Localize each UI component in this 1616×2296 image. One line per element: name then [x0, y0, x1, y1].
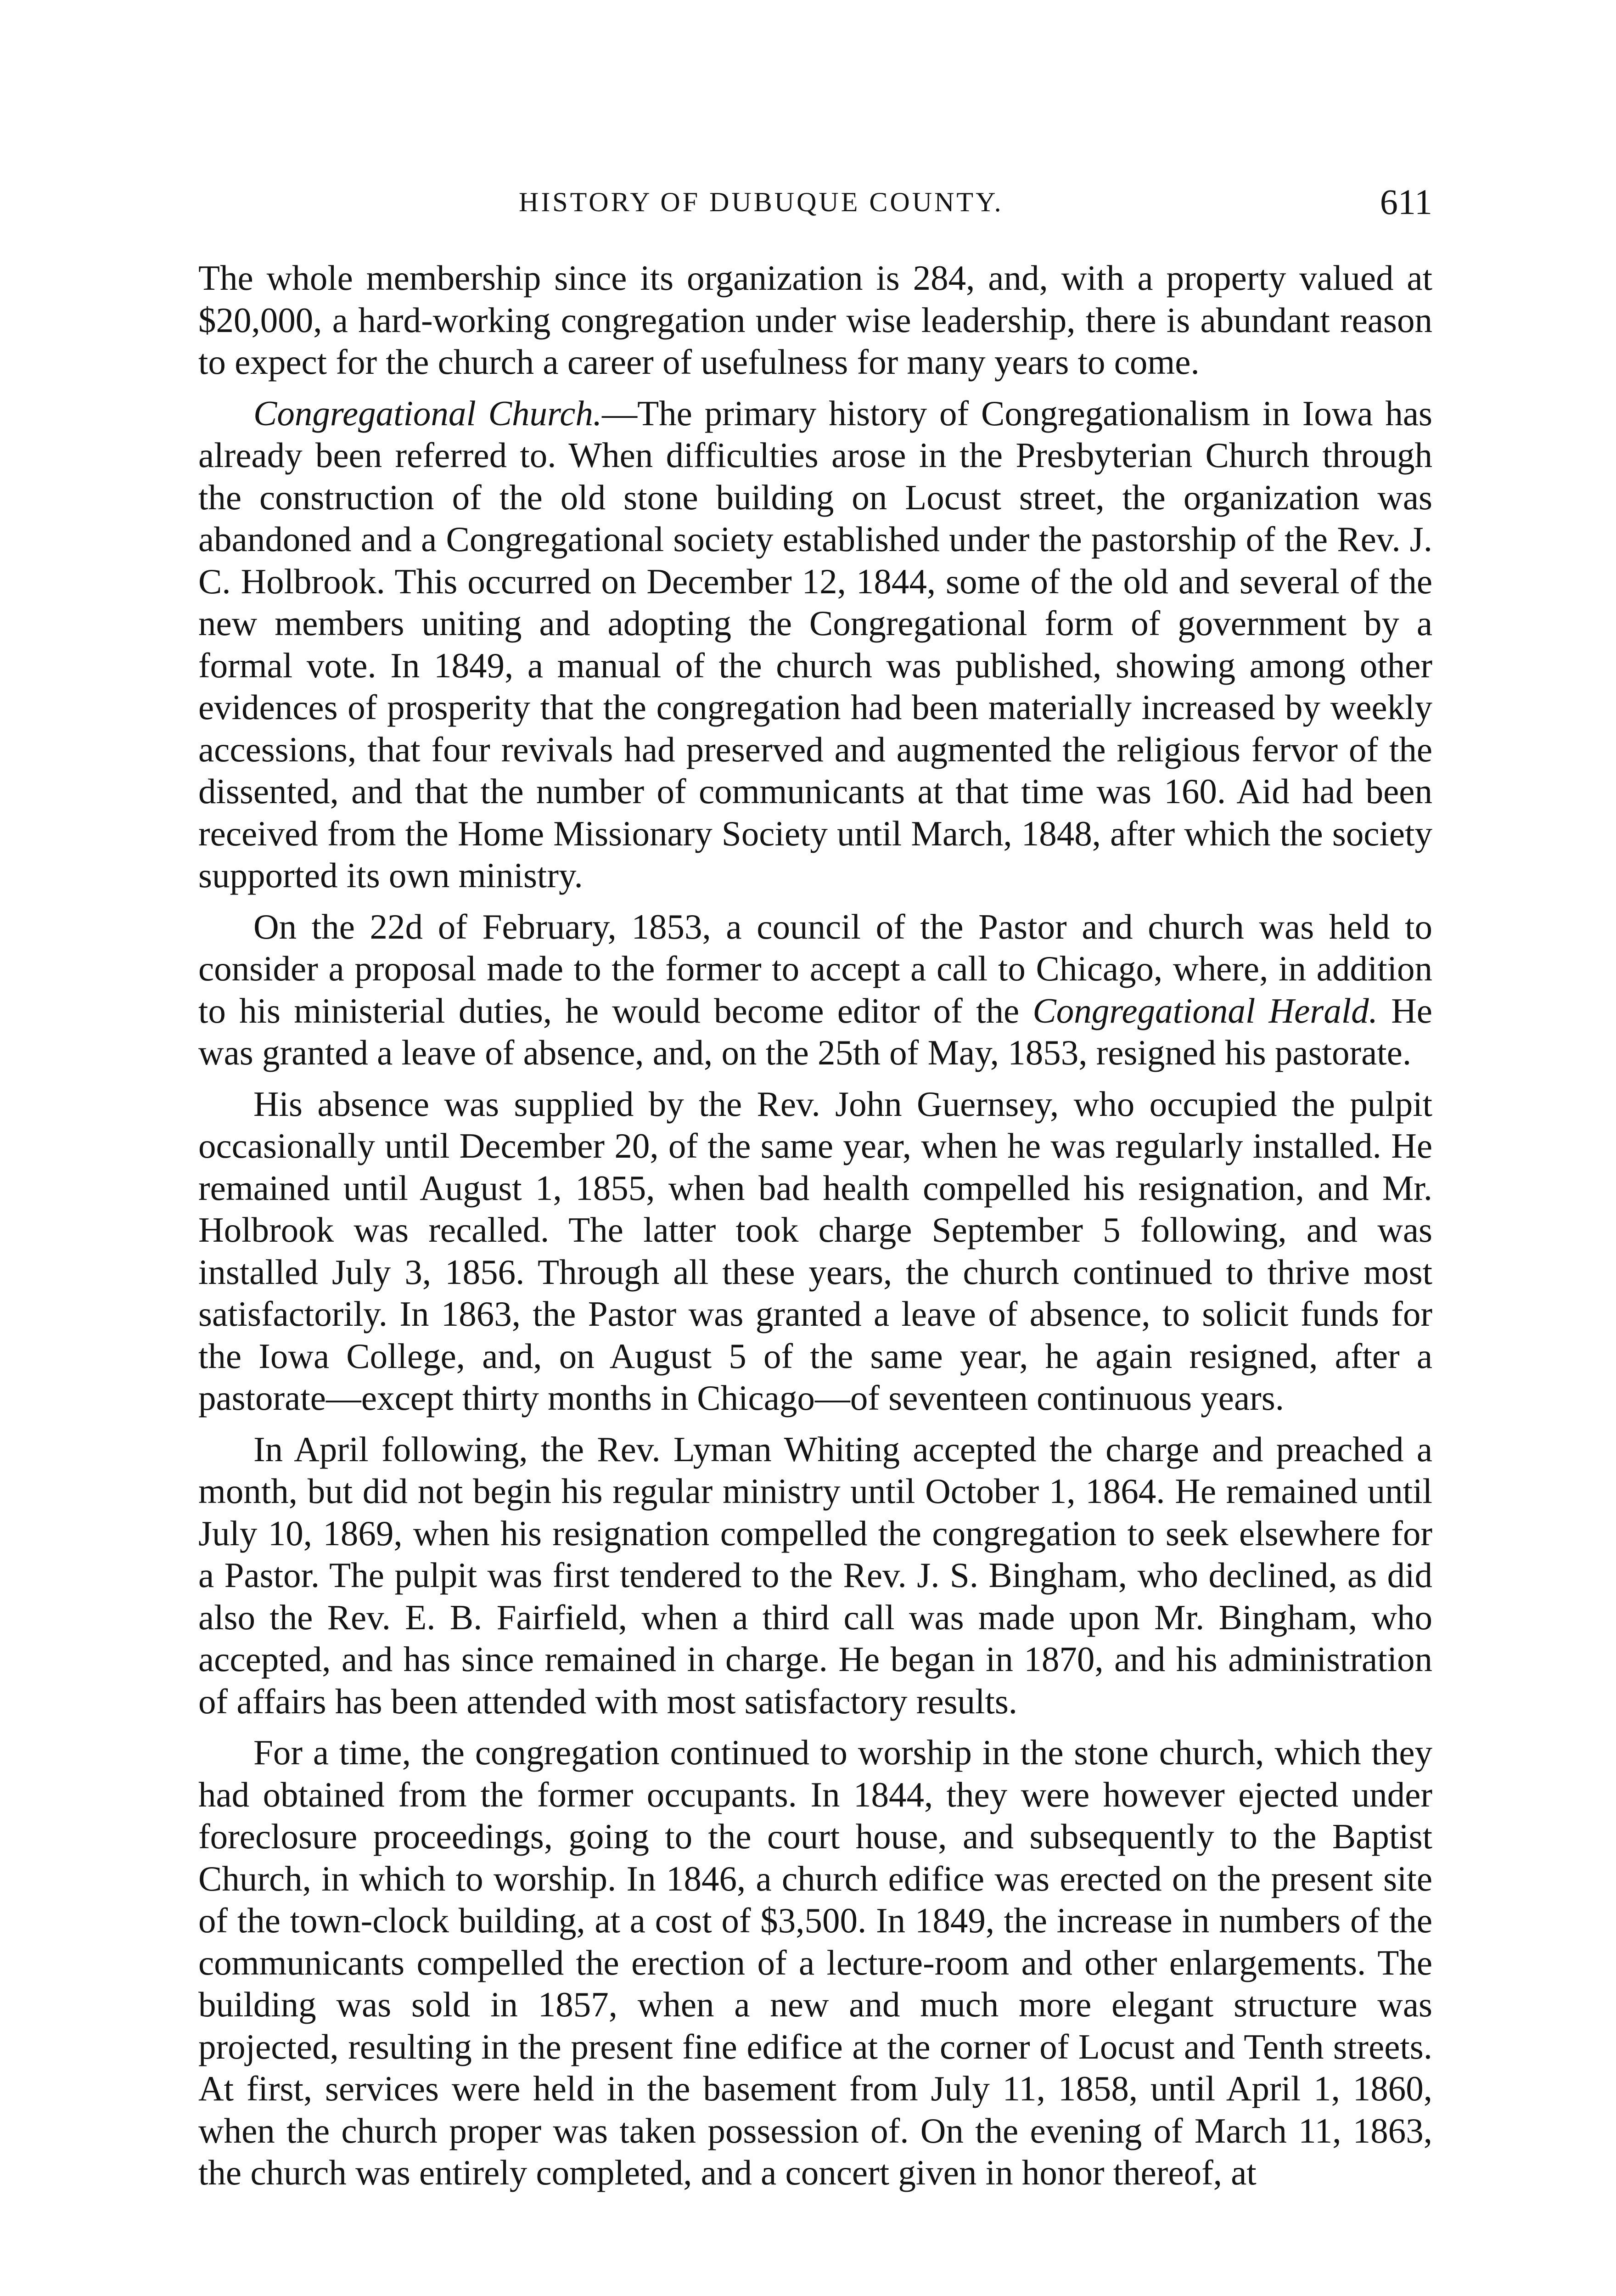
- paragraph-congregational-church: [198, 393, 1432, 897]
- paragraph-council-1853: [198, 906, 1432, 1074]
- paragraph-text: His absence was supplied by the Rev. John Guernsey, who occupied the pulpit occasionally until December 20, of the same year, when he was regularly installed. He remained until August 1, 1855, when bad health compelled his resignation, and Mr. Holbrook was recalled. The latter took charge September 5 following, and was installed July 3, 1856. Through all these years, the church continued to thrive most satisfactorily. In 1863, the Pastor was granted a leave of absence, to solicit funds for the Iowa College, and, on August 5 of the same year, he again resigned, after a pastorate—except thirty months in Chicago—of seventeen continuous years.: [198, 1084, 1432, 1418]
- body-text: [198, 257, 1432, 2194]
- paragraph-stone-church: [198, 1732, 1432, 2194]
- paragraph-text: For a time, the congregation continued to worship in the stone church, which they had obtained from the former occupants. In 1844, they were however ejected under foreclosure proceedings, going to the court house, and subsequently to the Baptist Church, in which to worship. In 1846, a church edifice was erected on the present site of the town-clock building, at a cost of $3,500. In 1849, the increase in numbers of the communicants compelled the erection of a lecture-room and other enlargements. The building was sold in 1857, when a new and much more elegant structure was projected, resulting in the present fine edifice at the corner of Locust and Tenth streets. At first, services were held in the basement from July 11, 1858, until April 1, 1860, when the church proper was taken possession of. On the evening of March 11, 1863, the church was entirely completed, and a concert given in honor thereof, at: [198, 1733, 1432, 2192]
- section-heading-italic: Congregational Church.: [253, 393, 602, 433]
- paragraph-text: —The primary history of Congregationalism in Iowa has already been referred to. When difficulties arose in the Presbyterian Church through the construction of the old stone building on Locust street, the organization was abandoned and a Congregational society established under the pastorship of the Rev. J. C. Holbrook. This occurred on December 12, 1844, some of the old and several of the new members uniting and adopting the Congregational form of government by a formal vote. In 1849, a manual of the church was published, showing among other evidences of prosperity that the congregation had been materially increased by weekly accessions, that four revivals had preserved and augmented the religious fervor of the dissented, and that the number of communicants at that time was 160. Aid had been received from the Home Missionary Society until March, 1848, after which the society supported its own ministry.: [198, 393, 1432, 895]
- running-title: HISTORY OF DUBUQUE COUNTY.: [519, 187, 1004, 217]
- page-number: 611: [1380, 182, 1432, 222]
- paragraph-text: The whole membership since its organization is 284, and, with a property valued at $20,000, a hard-working congregation under wise leadership, there is abundant reason to expect for the church a career of usefulness for many years to come.: [198, 258, 1432, 382]
- publication-title-italic: Congregational Herald.: [1032, 990, 1378, 1030]
- paragraph-whiting: [198, 1429, 1432, 1723]
- paragraph-membership: [198, 257, 1432, 383]
- paragraph-text: He was granted a leave of absence, and, on the 25th of May, 1853, resigned his pastorate.: [198, 990, 1432, 1072]
- paragraph-guernsey: [198, 1083, 1432, 1419]
- paragraph-text: On the 22d of February, 1853, a council of the Pastor and church was held to consider a proposal made to the former to accept a call to Chicago, where, in addition to his ministerial duties, he would become editor of the: [198, 906, 1432, 1030]
- paragraph-text: In April following, the Rev. Lyman Whiting accepted the charge and preached a month, but did not begin his regular ministry until October 1, 1864. He remained until July 10, 1869, when his resignation compelled the congregation to seek elsewhere for a Pastor. The pulpit was first tendered to the Rev. J. S. Bingham, who declined, as did also the Rev. E. B. Fairfield, when a third call was made upon Mr. Bingham, who accepted, and has since remained in charge. He began in 1870, and his administration of affairs has been attended with most satisfactory results.: [198, 1429, 1432, 1721]
- running-header: [197, 181, 1432, 223]
